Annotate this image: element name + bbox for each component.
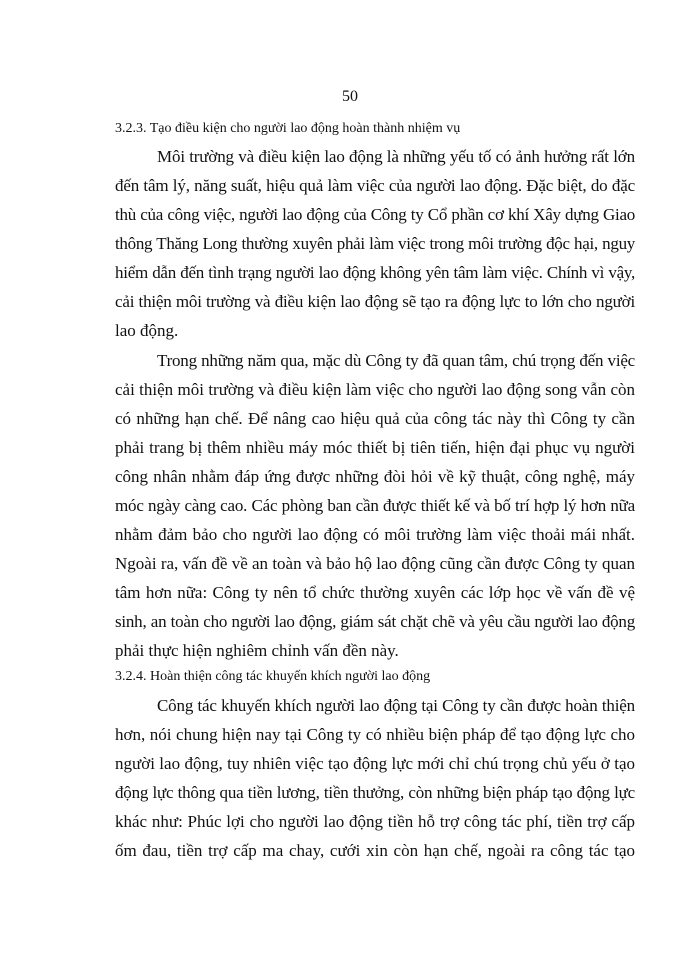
paragraph-line: phải thực hiện nghiêm chỉnh vấn đền này. <box>115 641 399 660</box>
paragraph-line: phải trang bị thêm nhiều máy móc thiết bị tiên tiến, hiện đại phục vụ người <box>115 438 635 457</box>
paragraph-line: ốm đau, tiền trợ cấp ma chay, cưới xin còn hạn chế, ngoài ra công tác tạo <box>115 841 635 860</box>
paragraph-line: hơn, nói chung hiện nay tại Công ty có nhiều biện pháp để tạo động lực cho <box>115 725 635 744</box>
paragraph-line: người lao động, tuy nhiên việc tạo động lực mới chỉ chú trọng chủ yếu ở tạo <box>115 754 635 773</box>
paragraph-line: thông Thăng Long thường xuyên phải làm việc trong môi trường độc hại, nguy <box>115 234 635 253</box>
section-heading-3-2-3: 3.2.3. Tạo điều kiện cho người lao động hoàn thành nhiệm vụ <box>115 121 461 136</box>
paragraph-line: nhằm đảm bảo cho người lao động có môi trường làm việc thoải mái nhất. <box>115 525 635 544</box>
paragraph-line: khác như: Phúc lợi cho người lao động tiền hỗ trợ công tác phí, tiền trợ cấp <box>115 812 635 831</box>
paragraph-line: công nhân nhằm đáp ứng được những đòi hỏi về kỹ thuật, công nghệ, máy <box>115 467 635 486</box>
paragraph-line: lao động. <box>115 321 179 340</box>
section-heading-3-2-4: 3.2.4. Hoàn thiện công tác khuyến khích người lao động <box>115 669 431 684</box>
paragraph-line: thù của công việc, người lao động của Công ty Cổ phần cơ khí Xây dựng Giao <box>115 205 635 224</box>
paragraph-line: móc ngày càng cao. Các phòng ban cần được thiết kế và bố trí hợp lý hơn nữa <box>115 496 635 515</box>
paragraph-line: Công tác khuyến khích người lao động tại Công ty cần được hoàn thiện <box>157 696 635 715</box>
paragraph-line: Trong những năm qua, mặc dù Công ty đã quan tâm, chú trọng đến việc <box>157 351 635 370</box>
paragraph-line: cải thiện môi trường và điều kiện lao động sẽ tạo ra động lực to lớn cho người <box>115 292 635 311</box>
paragraph-line: Ngoài ra, vấn đề về an toàn và bảo hộ lao động cũng cần được Công ty quan <box>115 554 635 573</box>
page-number: 50 <box>342 88 358 105</box>
paragraph-line: động lực thông qua tiền lương, tiền thưởng, còn những biện pháp tạo động lực <box>115 783 635 802</box>
paragraph-line: đến tâm lý, năng suất, hiệu quả làm việc của người lao động. Đặc biệt, do đặc <box>115 176 635 195</box>
paragraph-line: cải thiện môi trường và điều kiện làm việc cho người lao động song vẫn còn <box>115 380 635 399</box>
paragraph-line: Môi trường và điều kiện lao động là những yếu tố có ảnh hưởng rất lớn <box>157 147 635 166</box>
paragraph-line: tâm hơn nữa: Công ty nên tổ chức thường xuyên các lớp học về vấn đề vệ <box>115 583 635 602</box>
paragraph-line: có những hạn chế. Để nâng cao hiệu quả của công tác này thì Công ty cần <box>115 409 635 428</box>
paragraph-line: hiểm dẫn đến tình trạng người lao động không yên tâm làm việc. Chính vì vậy, <box>115 263 635 282</box>
paragraph-line: sinh, an toàn cho người lao động, giám sát chặt chẽ và yêu cầu người lao động <box>115 612 635 631</box>
